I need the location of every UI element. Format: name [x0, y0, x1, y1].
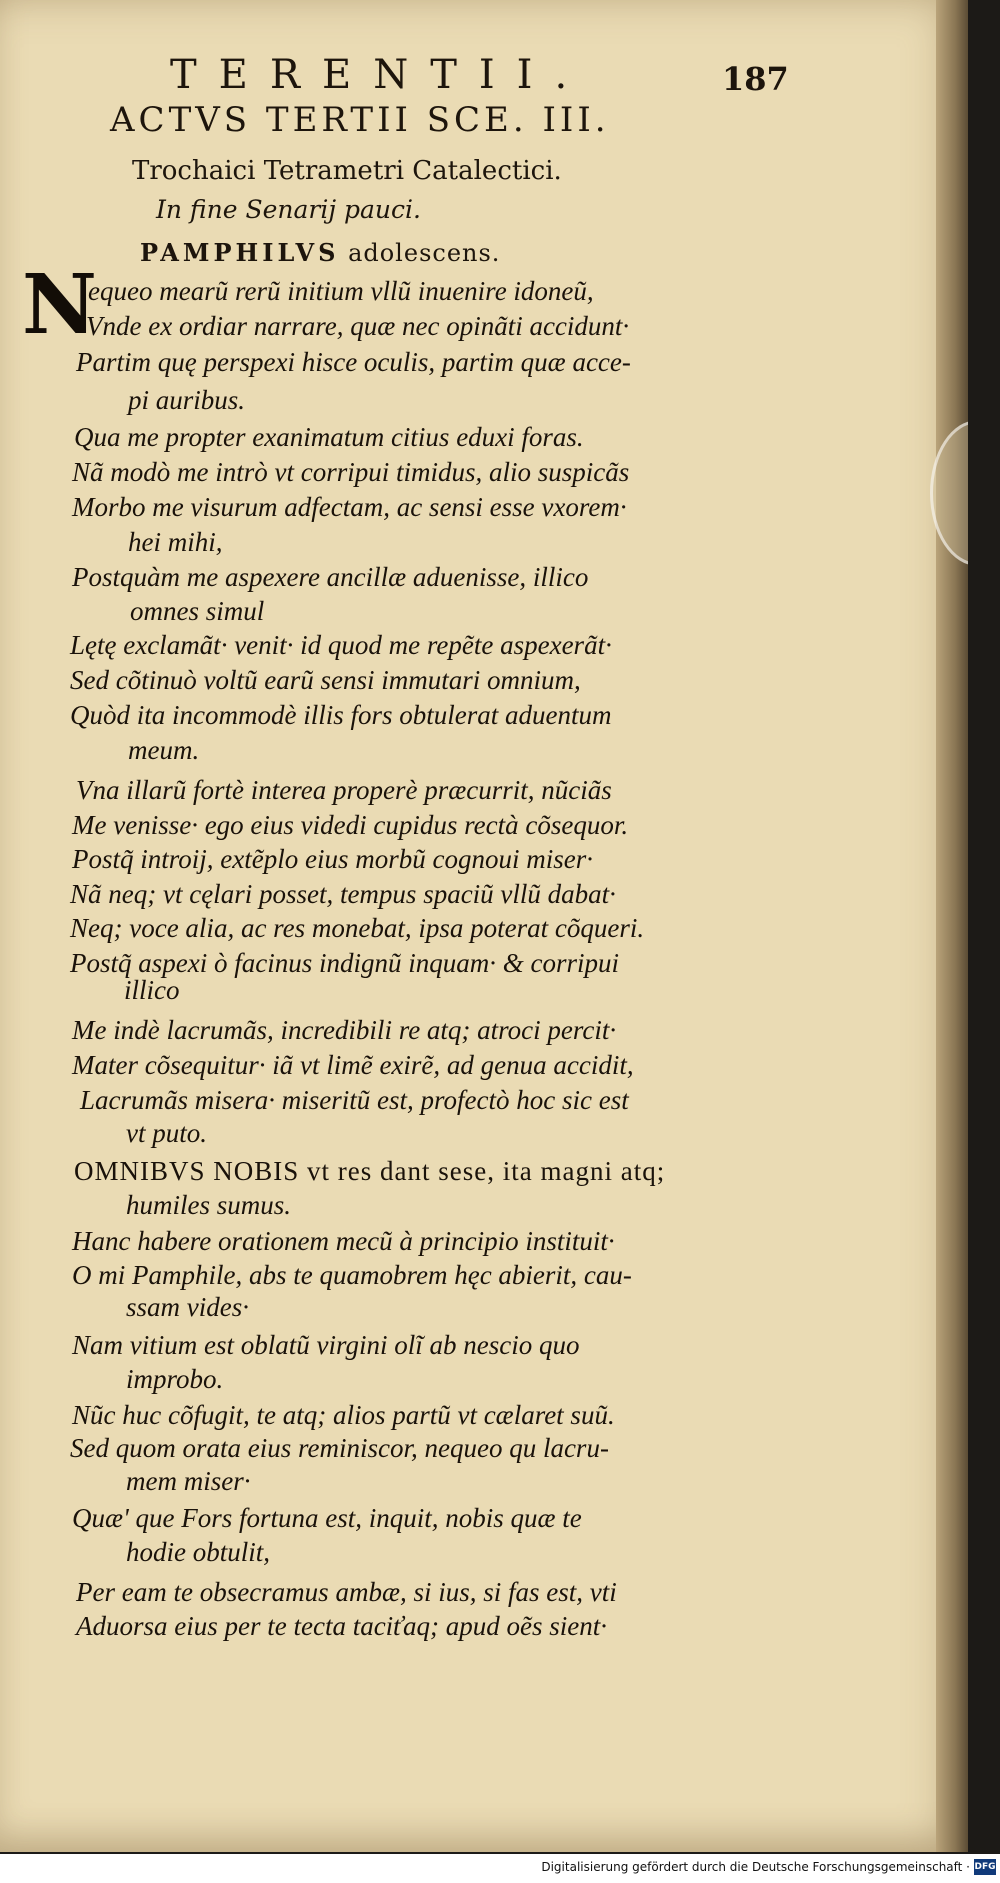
- meter-heading: Trochaici Tetrametri Catalectici.: [132, 156, 562, 186]
- verse-line: Lętę exclamãt· venit· id quod me repẽte aspexerãt·: [70, 630, 612, 660]
- speaker-name: PAMPHILVS: [140, 238, 340, 267]
- running-head: TERENTII.: [170, 52, 590, 98]
- verse-line: humiles sumus.: [126, 1190, 292, 1220]
- verse-line: Partim quę perspexi hisce oculis, partim quæ acce-: [76, 347, 631, 377]
- footer-credit: Digitalisierung gefördert durch die Deutsche Forschungsgemeinschaft ·: [541, 1860, 970, 1874]
- verse-line: Me venisse· ego eius videdi cupidus rectà cõsequor.: [72, 810, 629, 840]
- verse-line: Quòd ita incommodè illis fors obtulerat aduentum: [70, 700, 612, 730]
- verse-line: omnes simul: [130, 596, 265, 626]
- verse-line: Per eam te obsecramus ambæ, si ius, si fas est, vti: [76, 1577, 617, 1607]
- verse-line: Mater cõsequitur· iã vt limẽ exirẽ, ad genua accidit,: [72, 1050, 634, 1080]
- verse-line: Qua me propter exanimatum citius eduxi foras.: [74, 422, 584, 452]
- verse-line: Sed cõtinuò voltũ earũ sensi immutari omnium,: [70, 665, 581, 695]
- verse-line: improbo.: [126, 1364, 224, 1394]
- verse-line: Vna illarũ fortè interea properè præcurrit, nũciãs: [76, 775, 612, 805]
- meter-note: In fine Senarij pauci.: [156, 195, 421, 224]
- verse-line: Aduorsa eius per te tecta taciťaq; apud oẽs sient·: [76, 1611, 607, 1641]
- dfg-logo: DFG: [974, 1859, 996, 1875]
- verse-line: Lacrumãs misera· miseritũ est, profectò hoc sic est: [80, 1085, 629, 1115]
- page-number: 187: [722, 60, 789, 98]
- drop-cap: N: [22, 257, 97, 353]
- verse-line: meum.: [128, 735, 200, 765]
- verse-line: Nã neq; vt cęlari posset, tempus spaciũ vllũ dabat·: [70, 879, 616, 909]
- speaker-heading: [140, 238, 500, 267]
- verse-line: hodie obtulit,: [126, 1537, 270, 1567]
- verse-line: Nã modò me intrò vt corripui timidus, alio suspicãs: [72, 457, 630, 487]
- verse-line: OMNIBVS NOBIS vt res dant sese, ita magni atq;: [74, 1156, 666, 1186]
- verse-line: Nam vitium est oblatũ virgini olĩ ab nescio quo: [72, 1330, 580, 1360]
- verse-line: illico: [124, 975, 180, 1005]
- footer-bar: [0, 1854, 1000, 1883]
- verse-line: Quæ' que Fors fortuna est, inquit, nobis quæ te: [72, 1503, 582, 1533]
- verse-line: Morbo me visurum adfectam, ac sensi esse vxorem·: [72, 492, 627, 522]
- verse-line: Postq̃ introij, extẽplo eius morbũ cognoui miser·: [72, 844, 593, 874]
- verse-line: Vnde ex ordiar narrare, quæ nec opinãti accidunt·: [86, 311, 630, 341]
- speaker-role: adolescens.: [348, 239, 501, 267]
- verse-line: Nũc huc cõfugit, te atq; alios partũ vt cælaret suũ.: [72, 1400, 615, 1430]
- verse-line: pi auribus.: [128, 385, 246, 415]
- verse-line: Neq; voce alia, ac res monebat, ipsa poterat cõqueri.: [70, 913, 645, 943]
- verse-line: O mi Pamphile, abs te quamobrem hęc abierit, cau-: [72, 1260, 632, 1290]
- verse-line: equeo mearũ rerũ initium vllũ inuenire idoneũ,: [88, 276, 594, 306]
- verse-line: mem miser·: [126, 1466, 251, 1496]
- verse-line: Sed quom orata eius reminiscor, nequeo qu lacru-: [70, 1433, 609, 1463]
- verse-line: Hanc habere orationem mecũ à principio instituit·: [72, 1226, 615, 1256]
- verse-line: vt puto.: [126, 1118, 207, 1148]
- page-edge: [936, 0, 968, 1852]
- verse-line: ssam vides·: [126, 1292, 249, 1322]
- verse-line: Postquàm me aspexere ancillæ aduenisse, illico: [72, 562, 589, 592]
- verse-line: Me indè lacrumãs, incredibili re atq; atroci percit·: [72, 1015, 617, 1045]
- verse-line: Postq̃ aspexi ò facinus indignũ inquam· & corripui: [70, 948, 619, 978]
- verse-line: hei mihi,: [128, 527, 223, 557]
- act-heading: ACTVS TERTII SCE. III.: [110, 100, 610, 140]
